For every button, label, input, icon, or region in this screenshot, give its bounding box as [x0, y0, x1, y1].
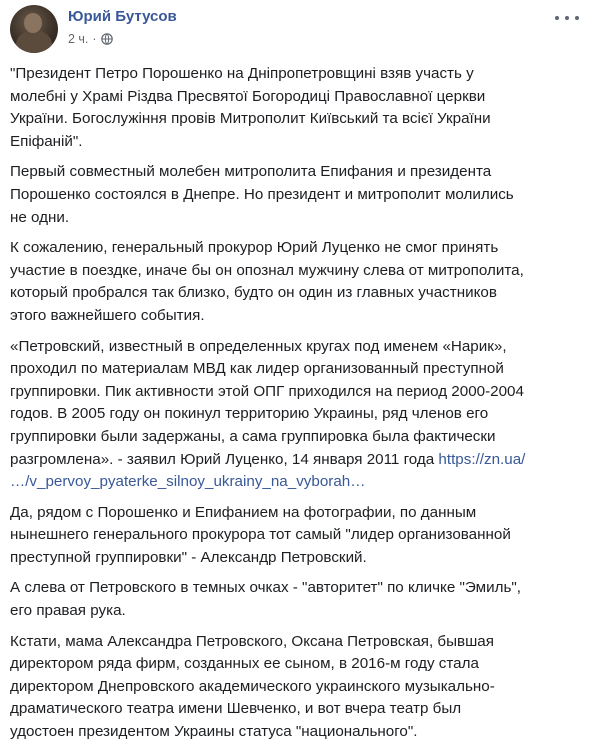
quote-text: «Петровский, известный в определенных кругах под именем «Нарик», проходил по материалам МВД как лидер организованный преступной группировки. Пик активности этой ОПГ приходился на период 2000-2004 годов. В 2005 году он покинул территорию Украины, ряд членов его группировки были задержаны, а сама группировка была фактически разгромлена». - заявил Юрий Луценко, 14 января 2011 года: [10, 337, 524, 468]
paragraph-5: Да, рядом с Порошенко и Епифанием на фотографии, по данным нынешнего генерального прокурора тот самый "лидер организованной преступной группировки" - Александр Петровский.: [10, 503, 511, 566]
post-meta: [68, 32, 113, 46]
paragraph-1: "Президент Петро Порошенко на Дніпропетровщині взяв участь у молебні у Храмі Різдва Пресвятої Богородиці Православної церкви України. Богослужіння провів Митрополит Київський та всієї України Епіфаній".: [10, 65, 491, 150]
paragraph-quote: [10, 336, 585, 494]
more-options-icon[interactable]: [555, 11, 579, 25]
post-content: [10, 63, 585, 752]
meta-separator: ·: [92, 32, 97, 46]
author-name[interactable]: Юрий Бутусов: [68, 8, 177, 25]
paragraph-6: А слева от Петровского в темных очках - "авторитет" по кличке "Эмиль", его правая рука.: [10, 579, 521, 620]
paragraph-3: К сожалению, генеральный прокурор Юрий Луценко не смог принять участие в поездке, иначе бы он опознал мужчину слева от митрополита, который пробрался так близко, будто он один из главных участников этого важнейшего события.: [10, 239, 524, 324]
post-time[interactable]: 2 ч.: [68, 32, 89, 46]
paragraph-7: Кстати, мама Александра Петровского, Оксана Петровская, бывшая директором ряда фирм, созданных ее сыном, в 2016-м году стала директором Днепровского академического украинского музыкально- драматического театра имени Шевченко, и вот вчера театр был удостоен президентом Украины статуса "национального".: [10, 632, 495, 741]
source-link-line2: …/v_pervoy_pyaterke_silnoy_ukrainy_na_vyborah…: [10, 473, 366, 491]
avatar-face: [24, 13, 42, 33]
author-avatar[interactable]: [10, 5, 58, 53]
post-header: [10, 5, 585, 57]
avatar-figure: [16, 31, 52, 53]
source-link-line1: https://zn.ua/: [438, 450, 526, 468]
globe-icon[interactable]: [101, 33, 113, 45]
paragraph-2: Первый совместный молебен митрополита Епифания и президента Порошенко состоялся в Днепре. Но президент и митрополит молились не одни.: [10, 163, 514, 226]
